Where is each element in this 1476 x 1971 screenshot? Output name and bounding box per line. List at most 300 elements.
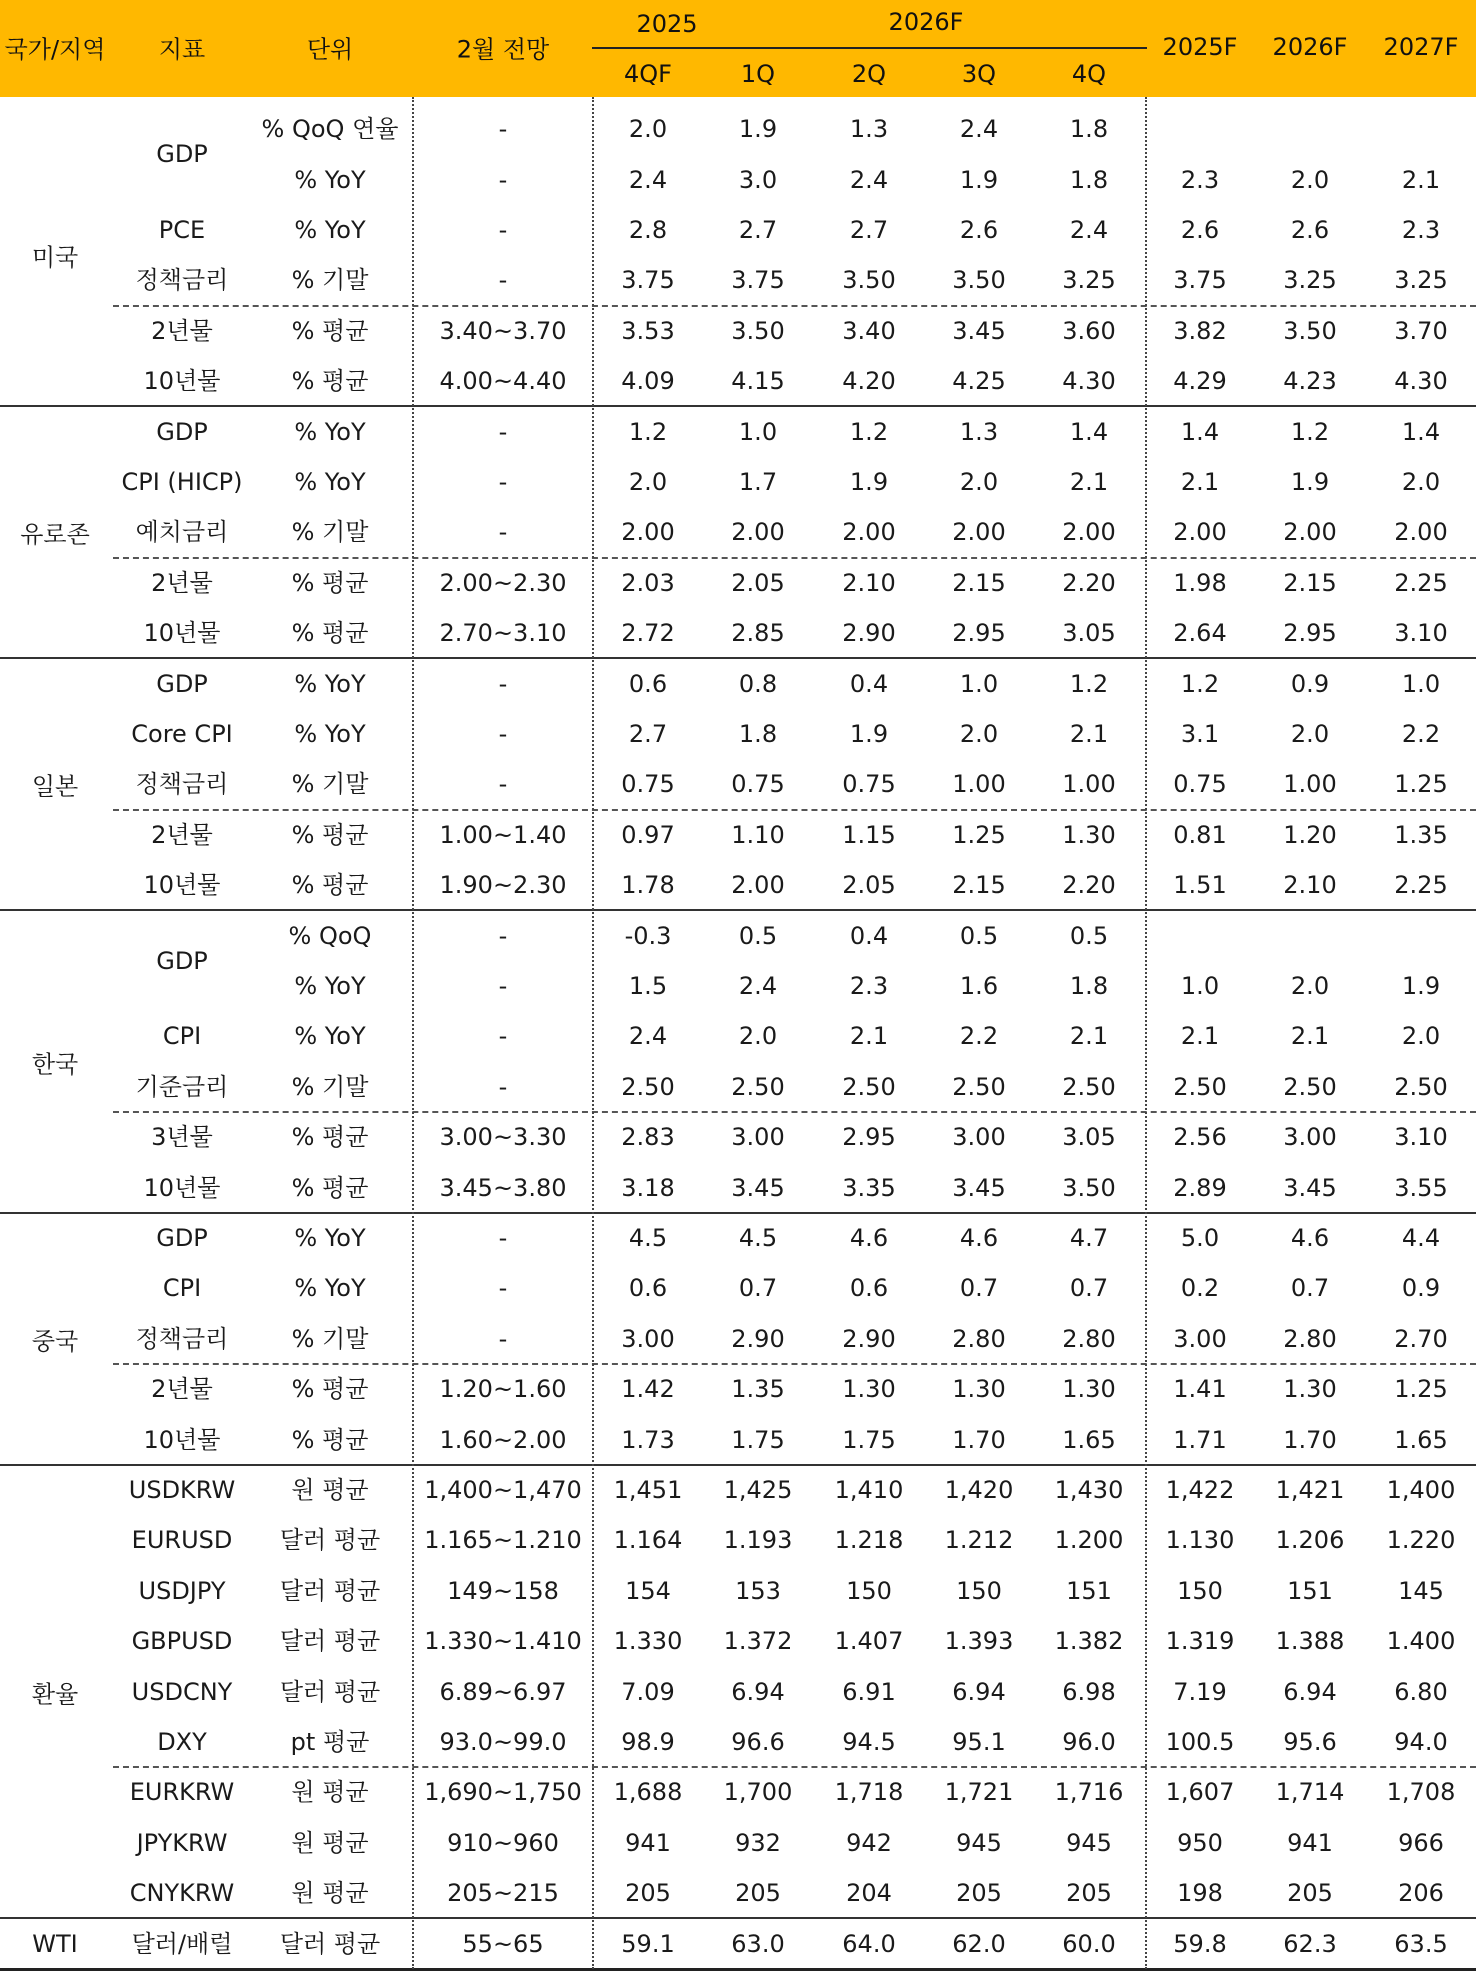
column-divider	[592, 97, 594, 1969]
quarter-value: 0.75	[621, 770, 675, 799]
quarter-value: 0.4	[849, 921, 889, 950]
quarter-value: 0.6	[849, 1274, 889, 1303]
quarter-value: 1.8	[738, 720, 778, 748]
quarter-value: 1.2	[628, 417, 668, 446]
quarter-value: 0.7	[1069, 1274, 1109, 1303]
indicator-label: USDKRW	[128, 1476, 236, 1504]
quarter-value: 2.50	[842, 1072, 896, 1101]
annual-value: 2.3	[1180, 165, 1220, 194]
indicator-label: GDP	[156, 1224, 208, 1252]
header-q-4qf: 4QF	[624, 60, 672, 88]
quarter-value: 942	[846, 1828, 892, 1857]
outlook-value: -	[498, 468, 508, 496]
country-label: 한국	[31, 1050, 79, 1079]
annual-value: 7.19	[1173, 1677, 1227, 1706]
quarter-value: 3.05	[1062, 619, 1116, 648]
quarter-value: 4.20	[842, 367, 896, 396]
country-label: 일본	[31, 772, 79, 801]
unit-label: % YoY	[294, 1022, 366, 1051]
unit-label: % 기말	[291, 518, 369, 547]
quarter-value: 1.407	[834, 1627, 904, 1656]
annual-value: 3.1	[1180, 720, 1220, 748]
header-annual-2026f: 2026F	[1272, 33, 1348, 61]
unit-label: % 평균	[291, 1375, 369, 1404]
quarter-value: 1.30	[1062, 1375, 1116, 1404]
annual-value: 1.71	[1173, 1425, 1227, 1454]
outlook-value: -	[498, 518, 508, 547]
quarter-value: 1.00	[1062, 770, 1116, 799]
annual-value: 1.70	[1283, 1425, 1337, 1454]
annual-value: 2.0	[1290, 972, 1330, 1000]
quarter-value: 2.05	[842, 871, 896, 900]
group-subdivider	[113, 305, 1476, 307]
unit-label: 달러 평균	[279, 1677, 381, 1706]
annual-value: 2.0	[1290, 720, 1330, 748]
quarter-value: 6.94	[731, 1677, 785, 1706]
annual-value: 1.2	[1180, 669, 1220, 698]
quarter-value: 2.95	[952, 619, 1006, 648]
annual-value: 3.50	[1283, 316, 1337, 345]
quarter-value: 1.212	[944, 1526, 1014, 1555]
group-divider	[0, 1464, 1476, 1466]
indicator-label: CPI	[162, 1022, 202, 1051]
quarter-value: 151	[1066, 1576, 1112, 1605]
quarter-value: 2.90	[842, 1324, 896, 1353]
annual-value: 4.4	[1401, 1224, 1441, 1252]
annual-value: 0.75	[1173, 770, 1227, 799]
quarter-value: 932	[735, 1828, 781, 1857]
outlook-value: -	[498, 1324, 508, 1353]
indicator-label: 정책금리	[135, 770, 229, 799]
header-outlook: 2월 전망	[456, 35, 550, 64]
quarter-value: 59.1	[621, 1929, 675, 1958]
quarter-value: 1,425	[723, 1476, 793, 1504]
annual-value: 4.29	[1173, 367, 1227, 396]
annual-value: 2.95	[1283, 619, 1337, 648]
indicator-label: DXY	[157, 1728, 207, 1756]
outlook-value: 1.165~1.210	[424, 1526, 582, 1555]
group-subdivider	[113, 557, 1476, 559]
quarter-value: 1,688	[613, 1778, 683, 1807]
annual-value: 0.7	[1290, 1274, 1330, 1303]
header-q-1q: 1Q	[740, 60, 776, 88]
quarter-value: 204	[846, 1879, 892, 1908]
indicator-label: 10년물	[143, 367, 221, 396]
unit-label: % 평균	[291, 1173, 369, 1202]
annual-value: 2.15	[1283, 568, 1337, 597]
quarter-value: 0.7	[959, 1274, 999, 1303]
unit-label: % YoY	[294, 1224, 366, 1252]
unit-label: % YoY	[294, 165, 366, 194]
outlook-value: -	[498, 669, 508, 698]
quarter-value: 1.218	[834, 1526, 904, 1555]
quarter-value: 4.5	[628, 1224, 668, 1252]
annual-value: 4.23	[1283, 367, 1337, 396]
quarter-value: 3.05	[1062, 1123, 1116, 1152]
group-divider	[0, 1212, 1476, 1214]
annual-value: 6.94	[1283, 1677, 1337, 1706]
quarter-value: 2.7	[738, 216, 778, 244]
quarter-value: 98.9	[621, 1728, 675, 1756]
quarter-value: 63.0	[731, 1929, 785, 1958]
quarter-value: 0.7	[738, 1274, 778, 1303]
annual-value: 1.41	[1173, 1375, 1227, 1404]
unit-label: % 평균	[291, 1123, 369, 1152]
quarter-value: 2.7	[628, 720, 668, 748]
country-label: 미국	[31, 243, 79, 272]
unit-label: % YoY	[294, 216, 366, 244]
annual-value: 2.89	[1173, 1173, 1227, 1202]
quarter-value: 4.09	[621, 367, 675, 396]
annual-value: 1.2	[1290, 417, 1330, 446]
annual-value: 1.98	[1173, 568, 1227, 597]
indicator-label: GDP	[156, 946, 208, 975]
quarter-value: 4.6	[959, 1224, 999, 1252]
quarter-value: 1.8	[1069, 972, 1109, 1000]
annual-value: 1,708	[1386, 1778, 1456, 1807]
unit-label: 달러 평균	[279, 1627, 381, 1656]
quarter-value: 2.00	[842, 518, 896, 547]
indicator-label: Core CPI	[131, 720, 233, 748]
quarter-value: 2.90	[731, 1324, 785, 1353]
quarter-value: 205	[956, 1879, 1002, 1908]
outlook-value: -	[498, 266, 508, 295]
outlook-value: 93.0~99.0	[439, 1728, 567, 1756]
quarter-value: 1.193	[723, 1526, 793, 1555]
quarter-value: 1,451	[613, 1476, 683, 1504]
quarter-value: 2.6	[959, 216, 999, 244]
annual-value: 1.35	[1394, 820, 1448, 849]
outlook-value: 1.90~2.30	[439, 871, 567, 900]
annual-value: 3.82	[1173, 316, 1227, 345]
annual-value: 3.10	[1394, 619, 1448, 648]
annual-value: 3.55	[1394, 1173, 1448, 1202]
quarter-value: 0.6	[628, 669, 668, 698]
quarter-value: 2.2	[959, 1022, 999, 1051]
annual-value: 2.10	[1283, 871, 1337, 900]
quarter-value: 2.1	[1069, 468, 1109, 496]
header-year-2026f: 2026F	[888, 8, 964, 36]
unit-label: % 평균	[291, 1425, 369, 1454]
quarter-value: 60.0	[1062, 1929, 1116, 1958]
annual-value: 1.00	[1283, 770, 1337, 799]
quarter-value: 150	[956, 1576, 1002, 1605]
quarter-value: 3.35	[842, 1173, 896, 1202]
indicator-label: CNYKRW	[129, 1879, 235, 1908]
unit-label: 달러 평균	[279, 1929, 381, 1958]
unit-label: pt 평균	[290, 1728, 370, 1756]
unit-label: % 평균	[291, 619, 369, 648]
quarter-value: 3.45	[731, 1173, 785, 1202]
outlook-value: -	[498, 770, 508, 799]
outlook-value: 1.20~1.60	[439, 1375, 567, 1404]
quarter-value: 2.00	[731, 871, 785, 900]
annual-value: 941	[1287, 1828, 1333, 1857]
indicator-label: EURKRW	[129, 1778, 235, 1807]
unit-label: % 기말	[291, 266, 369, 295]
outlook-value: -	[498, 1022, 508, 1051]
outlook-value: 55~65	[462, 1929, 544, 1958]
quarter-value: 2.0	[738, 1022, 778, 1051]
quarter-value: 1.0	[738, 417, 778, 446]
outlook-value: -	[498, 165, 508, 194]
annual-value: 145	[1398, 1576, 1444, 1605]
annual-value: 1.4	[1180, 417, 1220, 446]
quarter-value: 2.50	[1062, 1072, 1116, 1101]
annual-value: 3.00	[1173, 1324, 1227, 1353]
quarter-value: 1.330	[613, 1627, 683, 1656]
quarter-value: 1.3	[849, 115, 889, 144]
indicator-label: USDCNY	[131, 1677, 233, 1706]
unit-label: 원 평균	[291, 1879, 369, 1908]
quarter-value: 1.73	[621, 1425, 675, 1454]
quarter-value: 1,718	[834, 1778, 904, 1807]
indicator-label: GDP	[156, 417, 208, 446]
indicator-label: GDP	[156, 140, 208, 169]
quarter-value: 94.5	[842, 1728, 896, 1756]
outlook-value: 3.45~3.80	[439, 1173, 567, 1202]
header-indicator: 지표	[158, 35, 206, 64]
country-label: 중국	[31, 1327, 79, 1356]
quarter-value: 3.00	[731, 1123, 785, 1152]
annual-value: 950	[1177, 1828, 1223, 1857]
quarter-value: 2.03	[621, 568, 675, 597]
annual-value: 206	[1398, 1879, 1444, 1908]
indicator-label: 10년물	[143, 1173, 221, 1202]
group-subdivider	[113, 1111, 1476, 1113]
quarter-value: 1.372	[723, 1627, 793, 1656]
annual-value: 2.1	[1180, 468, 1220, 496]
quarter-value: 1.382	[1054, 1627, 1124, 1656]
annual-value: 2.0	[1290, 165, 1330, 194]
annual-value: 2.0	[1401, 1022, 1441, 1051]
indicator-label: GBPUSD	[131, 1627, 233, 1656]
indicator-label: CPI	[162, 1274, 202, 1303]
unit-label: % YoY	[294, 417, 366, 446]
quarter-value: 2.15	[952, 871, 1006, 900]
quarter-value: 2.1	[1069, 1022, 1109, 1051]
annual-value: 1.0	[1180, 972, 1220, 1000]
quarter-value: 2.10	[842, 568, 896, 597]
annual-value: 2.1	[1401, 165, 1441, 194]
quarter-value: 3.50	[952, 266, 1006, 295]
annual-value: 2.50	[1173, 1072, 1227, 1101]
group-divider	[0, 657, 1476, 659]
annual-value: 2.1	[1290, 1022, 1330, 1051]
outlook-value: -	[498, 921, 508, 950]
annual-value: 2.56	[1173, 1123, 1227, 1152]
quarter-value: 2.4	[959, 115, 999, 144]
unit-label: 달러 평균	[279, 1526, 381, 1555]
unit-label: % 평균	[291, 871, 369, 900]
unit-label: % YoY	[294, 1274, 366, 1303]
quarter-value: 1.25	[952, 820, 1006, 849]
annual-value: 0.2	[1180, 1274, 1220, 1303]
annual-value: 2.50	[1394, 1072, 1448, 1101]
annual-value: 100.5	[1165, 1728, 1235, 1756]
indicator-label: EURUSD	[131, 1526, 233, 1555]
outlook-value: -	[498, 1224, 508, 1252]
outlook-value: -	[498, 417, 508, 446]
quarter-value: 2.3	[849, 972, 889, 1000]
annual-value: 1.130	[1165, 1526, 1235, 1555]
annual-value: 2.3	[1401, 216, 1441, 244]
quarter-value: 2.4	[1069, 216, 1109, 244]
quarter-value: 2.0	[959, 720, 999, 748]
quarter-value: 2.83	[621, 1123, 675, 1152]
annual-value: 205	[1287, 1879, 1333, 1908]
outlook-value: -	[498, 720, 508, 748]
annual-value: 1.65	[1394, 1425, 1448, 1454]
outlook-value: 2.70~3.10	[439, 619, 567, 648]
quarter-value: 1.2	[849, 417, 889, 446]
quarter-value: 3.75	[731, 266, 785, 295]
annual-value: 2.25	[1394, 568, 1448, 597]
quarter-value: 2.80	[1062, 1324, 1116, 1353]
annual-value: 59.8	[1173, 1929, 1227, 1958]
quarter-value: 7.09	[621, 1677, 675, 1706]
header-annual-2025f: 2025F	[1162, 33, 1238, 61]
quarter-value: 2.1	[849, 1022, 889, 1051]
quarter-value: 3.50	[1062, 1173, 1116, 1202]
outlook-value: 4.00~4.40	[439, 367, 567, 396]
annual-value: 2.80	[1283, 1324, 1337, 1353]
quarter-value: 154	[625, 1576, 671, 1605]
header-year-2025: 2025	[636, 10, 698, 38]
unit-label: % YoY	[294, 720, 366, 748]
outlook-value: 1.330~1.410	[424, 1627, 582, 1656]
quarter-value: 2.72	[621, 619, 675, 648]
indicator-label: 2년물	[151, 568, 213, 597]
quarter-value: 1.5	[628, 972, 668, 1000]
annual-value: 1,400	[1386, 1476, 1456, 1504]
quarter-value: 205	[1066, 1879, 1112, 1908]
annual-value: 0.9	[1290, 669, 1330, 698]
group-subdivider	[113, 1766, 1476, 1768]
quarter-value: 1.8	[1069, 115, 1109, 144]
header-country: 국가/지역	[4, 35, 106, 64]
annual-value: 1.206	[1275, 1526, 1345, 1555]
quarter-value: 1,420	[944, 1476, 1014, 1504]
annual-value: 1.319	[1165, 1627, 1235, 1656]
quarter-value: 941	[625, 1828, 671, 1857]
quarter-value: 1.42	[621, 1375, 675, 1404]
indicator-label: 기준금리	[135, 1072, 229, 1101]
quarter-value: 1.2	[1069, 669, 1109, 698]
quarter-value: 4.7	[1069, 1224, 1109, 1252]
quarter-value: 0.5	[738, 921, 778, 950]
quarter-value: 1.10	[731, 820, 785, 849]
annual-value: 3.25	[1394, 266, 1448, 295]
quarter-value: 945	[956, 1828, 1002, 1857]
indicator-label: 달러/배럴	[131, 1929, 233, 1958]
unit-label: % QoQ 연율	[261, 115, 399, 144]
header-q-3q: 3Q	[961, 60, 997, 88]
header-divider	[592, 47, 1147, 49]
quarter-value: 2.4	[849, 165, 889, 194]
outlook-value: 6.89~6.97	[439, 1677, 567, 1706]
header-q-2q: 2Q	[851, 60, 887, 88]
annual-value: 1.0	[1401, 669, 1441, 698]
indicator-label: USDJPY	[138, 1576, 226, 1605]
quarter-value: 3.0	[738, 165, 778, 194]
annual-value: 2.6	[1180, 216, 1220, 244]
group-subdivider	[113, 1363, 1476, 1365]
quarter-value: 1.75	[731, 1425, 785, 1454]
quarter-value: 3.45	[952, 1173, 1006, 1202]
quarter-value: 2.00	[1062, 518, 1116, 547]
quarter-value: 1.3	[959, 417, 999, 446]
annual-value: 2.1	[1180, 1022, 1220, 1051]
quarter-value: 1,721	[944, 1778, 1014, 1807]
indicator-label: 10년물	[143, 871, 221, 900]
outlook-value: 3.00~3.30	[439, 1123, 567, 1152]
quarter-value: 2.0	[959, 468, 999, 496]
indicator-label: 10년물	[143, 619, 221, 648]
indicator-label: GDP	[156, 669, 208, 698]
quarter-value: 2.50	[731, 1072, 785, 1101]
quarter-value: 2.4	[628, 1022, 668, 1051]
annual-value: 3.70	[1394, 316, 1448, 345]
quarter-value: 1.70	[952, 1425, 1006, 1454]
quarter-value: 1.8	[1069, 165, 1109, 194]
quarter-value: 1.9	[959, 165, 999, 194]
quarter-value: 1.35	[731, 1375, 785, 1404]
annual-value: 1,421	[1275, 1476, 1345, 1504]
indicator-label: JPYKRW	[136, 1828, 228, 1857]
quarter-value: 4.15	[731, 367, 785, 396]
unit-label: % YoY	[294, 669, 366, 698]
annual-value: 2.00	[1173, 518, 1227, 547]
quarter-value: 0.5	[1069, 921, 1109, 950]
quarter-value: 0.6	[628, 1274, 668, 1303]
quarter-value: 1.200	[1054, 1526, 1124, 1555]
quarter-value: 2.00	[621, 518, 675, 547]
outlook-value: -	[498, 115, 508, 144]
header-q-4q: 4Q	[1071, 60, 1107, 88]
annual-value: 1.51	[1173, 871, 1227, 900]
quarter-value: 1.00	[952, 770, 1006, 799]
indicator-label: 정책금리	[135, 266, 229, 295]
quarter-value: 1.9	[738, 115, 778, 144]
quarter-value: 2.0	[628, 115, 668, 144]
annual-value: 1.388	[1275, 1627, 1345, 1656]
indicator-label: 정책금리	[135, 1324, 229, 1353]
quarter-value: 3.53	[621, 316, 675, 345]
quarter-value: 1,410	[834, 1476, 904, 1504]
quarter-value: 6.91	[842, 1677, 896, 1706]
country-label: 유로존	[20, 520, 90, 549]
annual-value: 3.25	[1283, 266, 1337, 295]
quarter-value: 2.1	[1069, 720, 1109, 748]
quarter-value: 2.00	[952, 518, 1006, 547]
outlook-value: 3.40~3.70	[439, 316, 567, 345]
quarter-value: 2.0	[628, 468, 668, 496]
annual-value: 198	[1177, 1879, 1223, 1908]
annual-value: 966	[1398, 1828, 1444, 1857]
unit-label: 원 평균	[291, 1828, 369, 1857]
quarter-value: 96.6	[731, 1728, 785, 1756]
annual-value: 2.64	[1173, 619, 1227, 648]
indicator-label: 예치금리	[135, 518, 229, 547]
header-annual-2027f: 2027F	[1383, 33, 1459, 61]
country-label: WTI	[32, 1929, 78, 1958]
annual-value: 1.9	[1401, 972, 1441, 1000]
column-divider	[412, 97, 414, 1969]
indicator-label: 2년물	[151, 820, 213, 849]
annual-value: 1.400	[1386, 1627, 1456, 1656]
annual-value: 2.00	[1394, 518, 1448, 547]
